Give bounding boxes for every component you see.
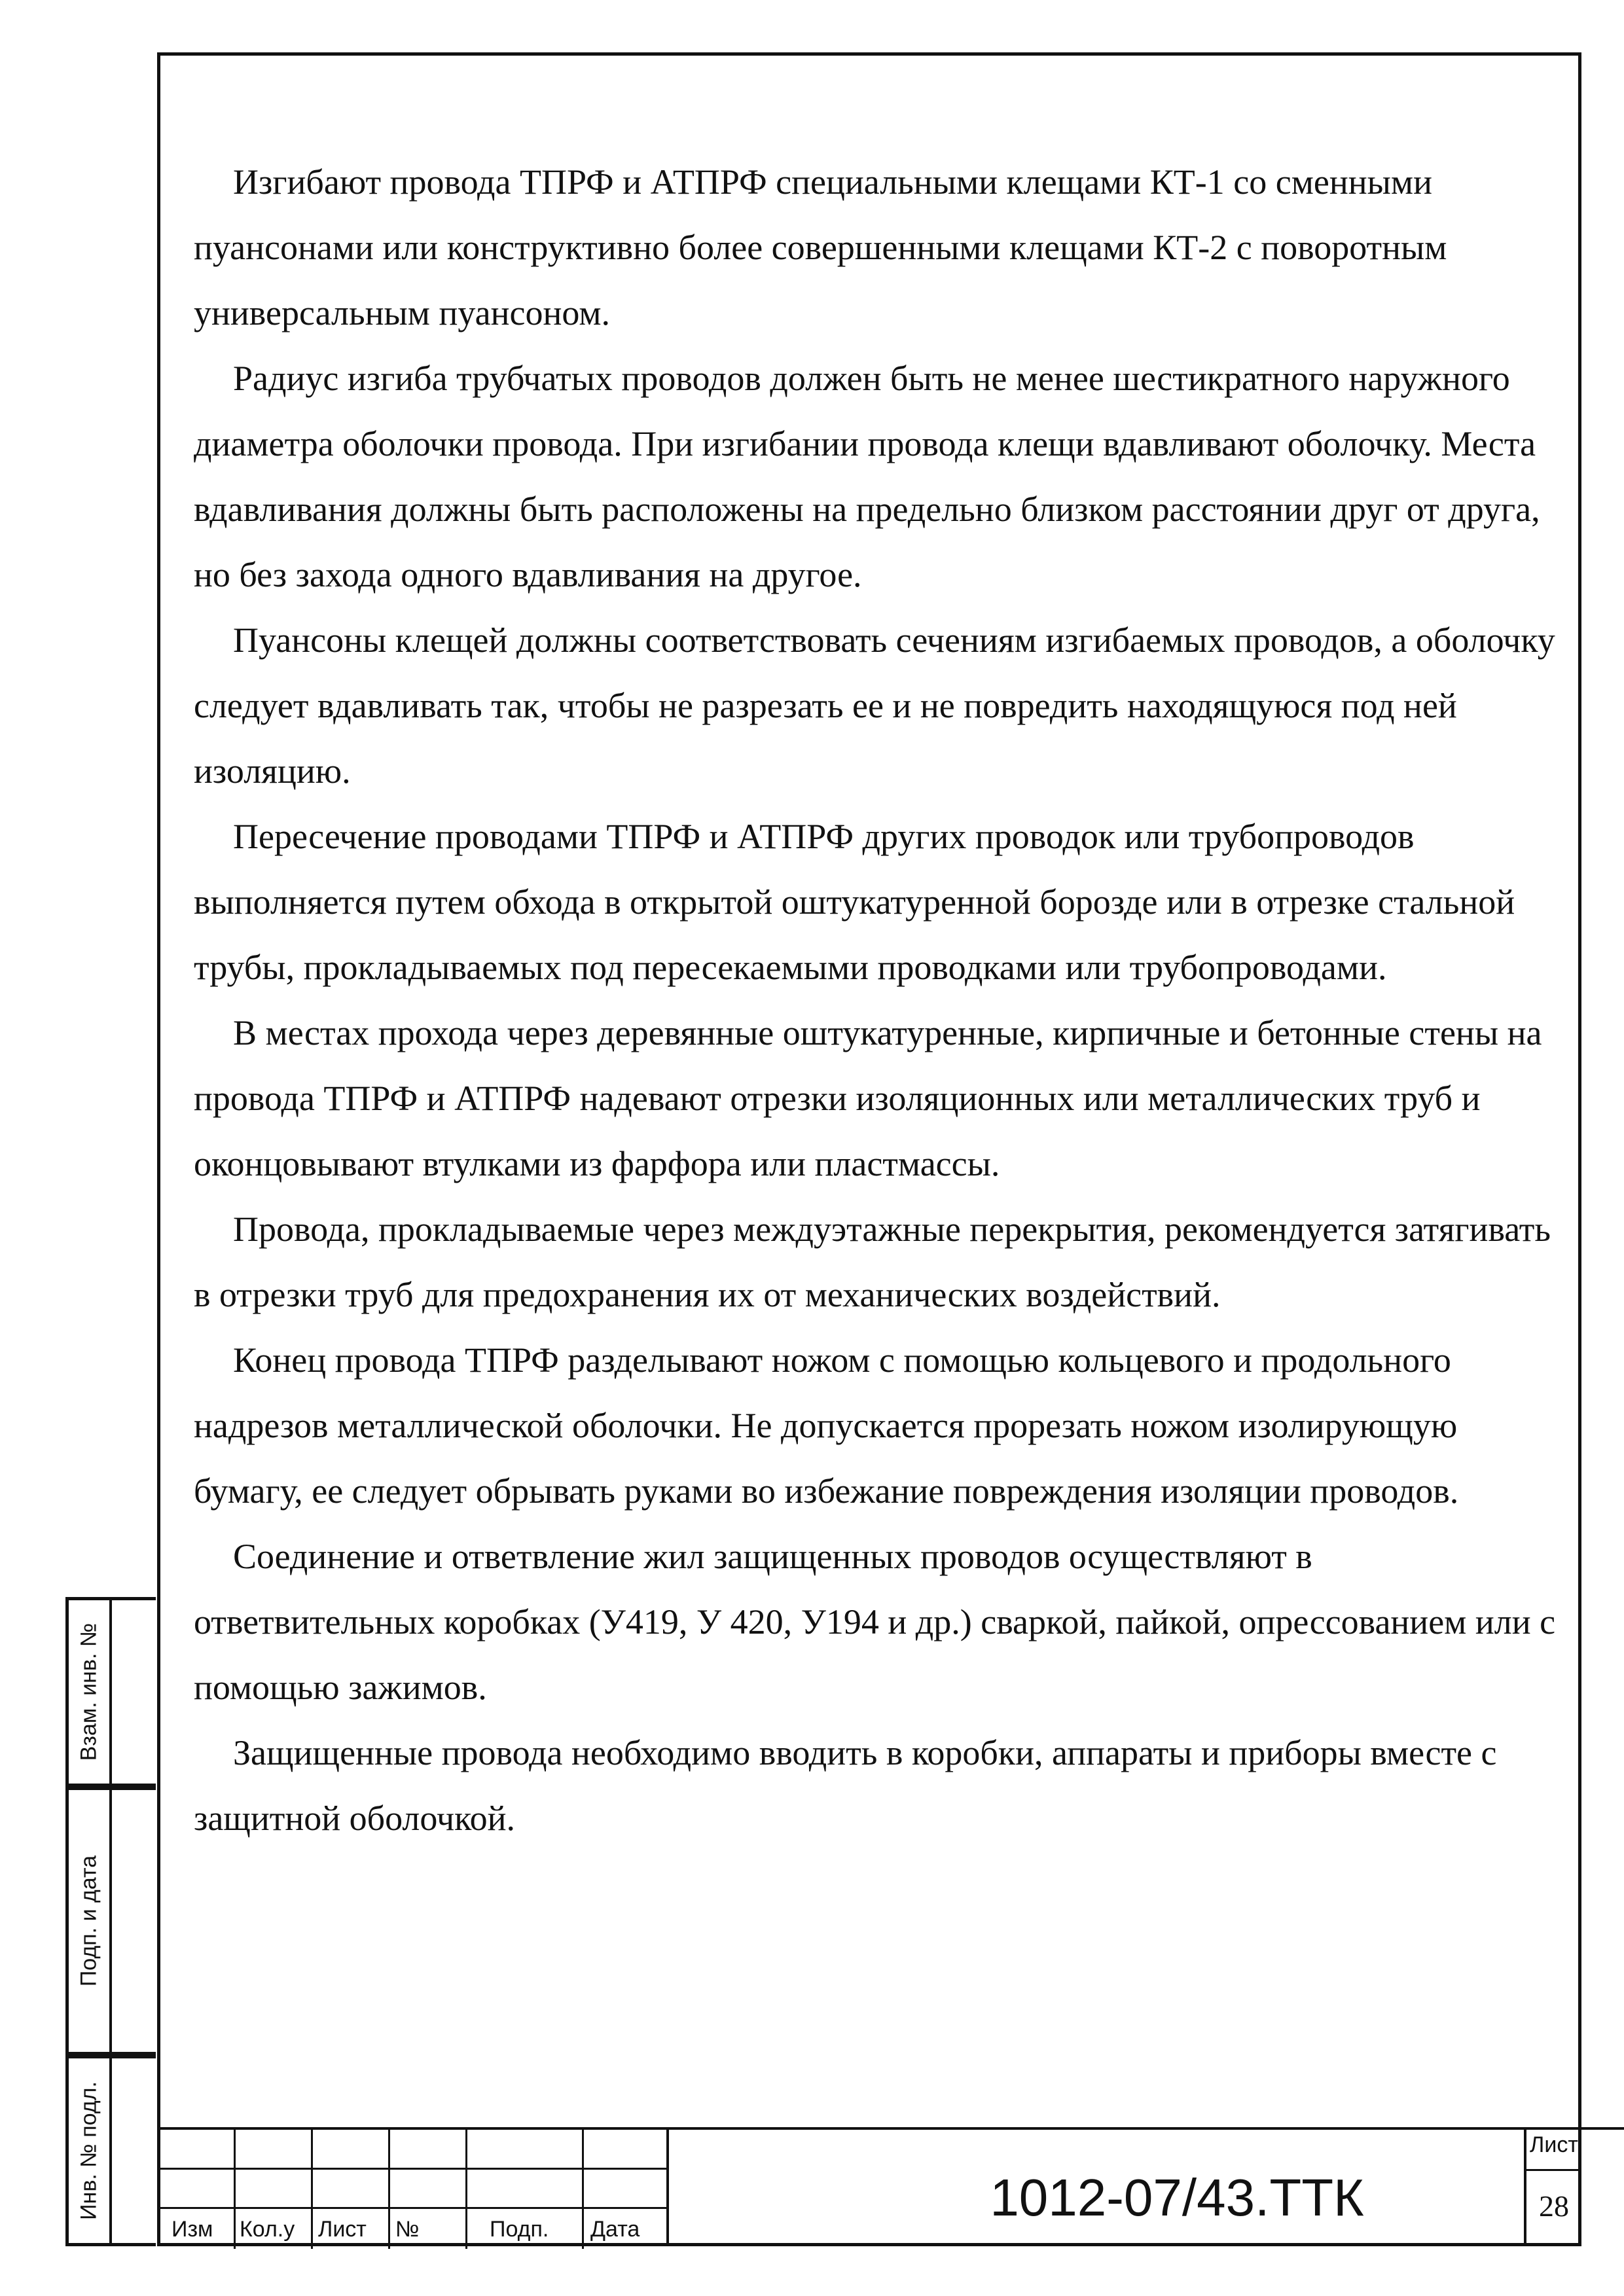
paragraph: Изгибают провода ТПРФ и АТПРФ специальными клещами КТ-1 со сменными пуансонами или конструктивно более совершенными клещами КТ-2 с поворотным универсальным пуансоном. [194, 162, 1447, 332]
side-label-inv-orig: Инв. № подл. [76, 2081, 101, 2220]
sheet-number: 28 [1539, 2189, 1569, 2223]
title-block [157, 2127, 1581, 2246]
paragraph: В местах прохода через деревянные оштукатуренные, кирпичные и бетонные стены на провода ТПРФ и АТПРФ надевают отрезки изоляционных или металлических труб и оконцовывают втулками из фарфора или пластмассы. [194, 1013, 1542, 1183]
column-header-podp: Подп. [490, 2217, 549, 2242]
revision-table [157, 2127, 666, 2246]
paragraph: Радиус изгиба трубчатых проводов должен быть не менее шестикратного наружного диаметра оболочки провода. При изгибании провода клещи вдавливают оболочку. Места вдавливания должны быть расположены на предельно близком расстоянии друг от друга, но без захода одного вдавливания на другое. [194, 359, 1540, 594]
paragraph: Пересечение проводами ТПРФ и АТПРФ других проводок или трубопроводов выполняется путем обхода в открытой оштукатуренной борозде или в отрезке стальной трубы, прокладываемых под пересекаемыми проводками или трубопроводами. [194, 817, 1515, 987]
column-header-num: № [395, 2217, 420, 2242]
side-stamp-sign-date [65, 1787, 156, 2055]
column-header-data: Дата [590, 2217, 640, 2242]
side-label-inv-sub: Взам. инв. № [76, 1623, 101, 1761]
column-header-list: Лист [318, 2217, 367, 2242]
paragraph: Пуансоны клещей должны соответствовать сечениям изгибаемых проводов, а оболочку следует вдавливать так, чтобы не разрезать ее и не повредить находящуюся под ней изоляцию. [194, 620, 1555, 791]
side-label-sign-date: Подп. и дата [76, 1855, 101, 1987]
column-header-izm: Изм [171, 2217, 213, 2242]
column-header-kolu: Кол.у [240, 2217, 295, 2242]
document-number: 1012-07/43.ТТК [990, 2168, 1364, 2227]
paragraph: Соединение и ответвление жил защищенных проводов осуществляют в ответвительных коробках (У419, У 420, У194 и др.) сваркой, пайкой, опрессованием или с помощью зажимов. [194, 1537, 1556, 1707]
paragraph: Защищенные провода необходимо вводить в коробки, аппараты и приборы вместе с защитной оболочкой. [194, 1733, 1497, 1838]
side-stamp-inv-sub [65, 1597, 156, 1787]
document-number-cell [666, 2127, 1624, 2246]
side-stamp-inv-orig [65, 2055, 156, 2246]
sheet-number-cell [1524, 2127, 1581, 2246]
document-body [194, 149, 1558, 1851]
paragraph: Провода, прокладываемые через междуэтажные перекрытия, рекомендуется затягивать в отрезки труб для предохранения их от механических воздействий. [194, 1210, 1551, 1314]
sheet-label: Лист [1530, 2132, 1578, 2157]
paragraph: Конец провода ТПРФ разделывают ножом с помощью кольцевого и продольного надрезов металлической оболочки. Не допускается прорезать ножом изолирующую бумагу, ее следует обрывать руками во избежание повреждения изоляции проводов. [194, 1340, 1459, 1511]
